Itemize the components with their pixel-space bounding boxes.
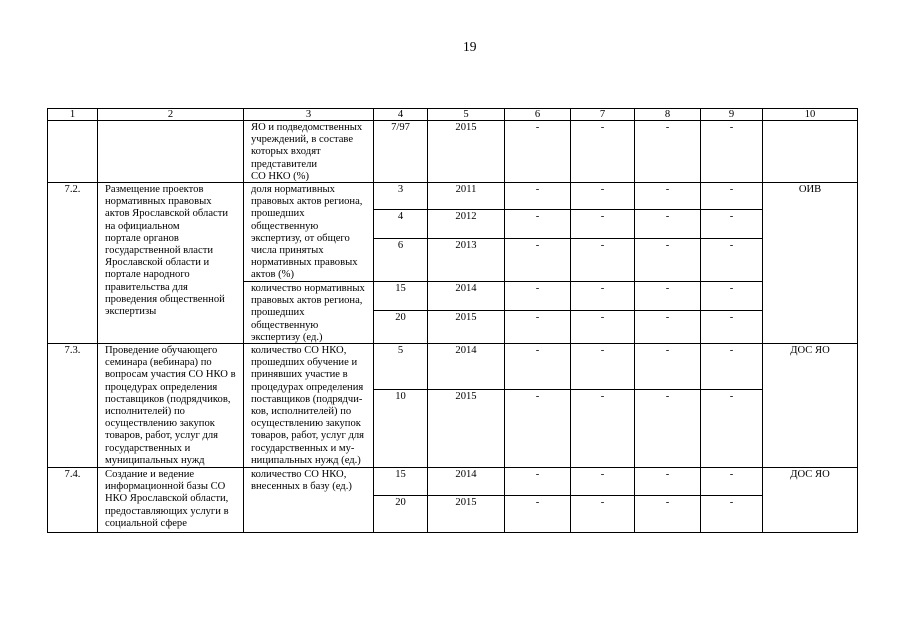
cell-col-9: - xyxy=(701,210,763,239)
cell-col-6: - xyxy=(505,121,571,183)
cell-year: 2014 xyxy=(428,344,505,390)
cell-executor: ДОС ЯО xyxy=(763,344,858,468)
cell-col-8: - xyxy=(635,344,701,390)
cell-col-7: - xyxy=(571,239,635,282)
cell-value: 4 xyxy=(374,210,428,239)
cell-value: 7/97 xyxy=(374,121,428,183)
cell-col-9: - xyxy=(701,496,763,533)
header-col-8: 8 xyxy=(635,109,701,121)
cell-year: 2015 xyxy=(428,311,505,344)
cell-indicator: доля нормативных правовых актов региона, прошедших общественную экспертизу, от общего числа принятых нормативных правовых актов (%) xyxy=(244,183,374,282)
cell-col-6: - xyxy=(505,239,571,282)
cell-executor xyxy=(763,121,858,183)
header-col-4: 4 xyxy=(374,109,428,121)
header-col-6: 6 xyxy=(505,109,571,121)
cell-item-number: 7.3. xyxy=(48,344,98,468)
cell-col-8: - xyxy=(635,121,701,183)
cell-executor: ДОС ЯО xyxy=(763,468,858,533)
cell-col-9: - xyxy=(701,121,763,183)
cell-col-8: - xyxy=(635,210,701,239)
header-col-7: 7 xyxy=(571,109,635,121)
cell-value: 20 xyxy=(374,496,428,533)
cell-col-8: - xyxy=(635,311,701,344)
cell-item-number: 7.2. xyxy=(48,183,98,344)
cell-col-7: - xyxy=(571,496,635,533)
cell-item-number: 7.4. xyxy=(48,468,98,533)
cell-indicator: ЯО и подведомственных учреждений, в составе которых входят представители СО НКО (%) xyxy=(244,121,374,183)
cell-col-8: - xyxy=(635,496,701,533)
cell-indicator: количество СО НКО, прошедших обучение и принявших участие в процедурах определения поставщиков (подрядчи- ков, исполнителей) по осуществлению закупок товаров, работ, услуг для государственных и му- ниципальных нужд (ед.) xyxy=(244,344,374,468)
cell-indicator: количество нормативных правовых актов региона, прошедших общественную экспертизу (ед.) xyxy=(244,282,374,344)
cell-activity: Проведение обучающего семинара (вебинара) по вопросам участия СО НКО в процедурах определения поставщиков (подрядчиков, исполнителей) по осуществлению закупок товаров, работ, услуг для государственных и муниципальных нужд xyxy=(98,344,244,468)
cell-year: 2012 xyxy=(428,210,505,239)
cell-value: 15 xyxy=(374,282,428,311)
cell-indicator: количество СО НКО, внесенных в базу (ед.) xyxy=(244,468,374,533)
cell-col-9: - xyxy=(701,282,763,311)
cell-value: 5 xyxy=(374,344,428,390)
cell-value: 20 xyxy=(374,311,428,344)
page-number: 19 xyxy=(463,39,477,54)
cell-col-9: - xyxy=(701,344,763,390)
cell-year: 2015 xyxy=(428,121,505,183)
cell-item-number xyxy=(48,121,98,183)
cell-col-8: - xyxy=(635,282,701,311)
header-col-10: 10 xyxy=(763,109,858,121)
cell-col-7: - xyxy=(571,390,635,468)
cell-col-7: - xyxy=(571,183,635,210)
cell-year: 2011 xyxy=(428,183,505,210)
cell-col-8: - xyxy=(635,468,701,496)
indicators-table xyxy=(47,108,858,533)
cell-col-8: - xyxy=(635,390,701,468)
cell-activity: Размещение проектов нормативных правовых актов Ярославской области на официальном портале органов государственной власти Ярославской области и портале народного правительства для проведения общественной экспертизы xyxy=(98,183,244,344)
cell-col-8: - xyxy=(635,239,701,282)
cell-col-7: - xyxy=(571,311,635,344)
cell-col-7: - xyxy=(571,282,635,311)
cell-col-6: - xyxy=(505,390,571,468)
cell-value: 15 xyxy=(374,468,428,496)
cell-col-6: - xyxy=(505,282,571,311)
cell-year: 2013 xyxy=(428,239,505,282)
cell-col-6: - xyxy=(505,311,571,344)
cell-col-9: - xyxy=(701,390,763,468)
cell-year: 2014 xyxy=(428,282,505,311)
cell-col-9: - xyxy=(701,183,763,210)
cell-col-6: - xyxy=(505,496,571,533)
cell-year: 2015 xyxy=(428,496,505,533)
cell-col-8: - xyxy=(635,183,701,210)
cell-col-7: - xyxy=(571,121,635,183)
cell-col-6: - xyxy=(505,210,571,239)
cell-year: 2015 xyxy=(428,390,505,468)
cell-value: 3 xyxy=(374,183,428,210)
header-col-1: 1 xyxy=(48,109,98,121)
cell-year: 2014 xyxy=(428,468,505,496)
cell-activity: Создание и ведение информационной базы СО НКО Ярославской области, предоставляющих услуги в социальной сфере xyxy=(98,468,244,533)
cell-col-6: - xyxy=(505,468,571,496)
cell-value: 6 xyxy=(374,239,428,282)
cell-col-7: - xyxy=(571,344,635,390)
header-col-5: 5 xyxy=(428,109,505,121)
cell-value: 10 xyxy=(374,390,428,468)
header-col-2: 2 xyxy=(98,109,244,121)
cell-col-9: - xyxy=(701,468,763,496)
cell-col-7: - xyxy=(571,468,635,496)
cell-col-6: - xyxy=(505,183,571,210)
cell-col-9: - xyxy=(701,239,763,282)
cell-col-6: - xyxy=(505,344,571,390)
cell-col-7: - xyxy=(571,210,635,239)
cell-executor: ОИВ xyxy=(763,183,858,344)
cell-activity xyxy=(98,121,244,183)
cell-col-9: - xyxy=(701,311,763,344)
header-col-3: 3 xyxy=(244,109,374,121)
header-col-9: 9 xyxy=(701,109,763,121)
